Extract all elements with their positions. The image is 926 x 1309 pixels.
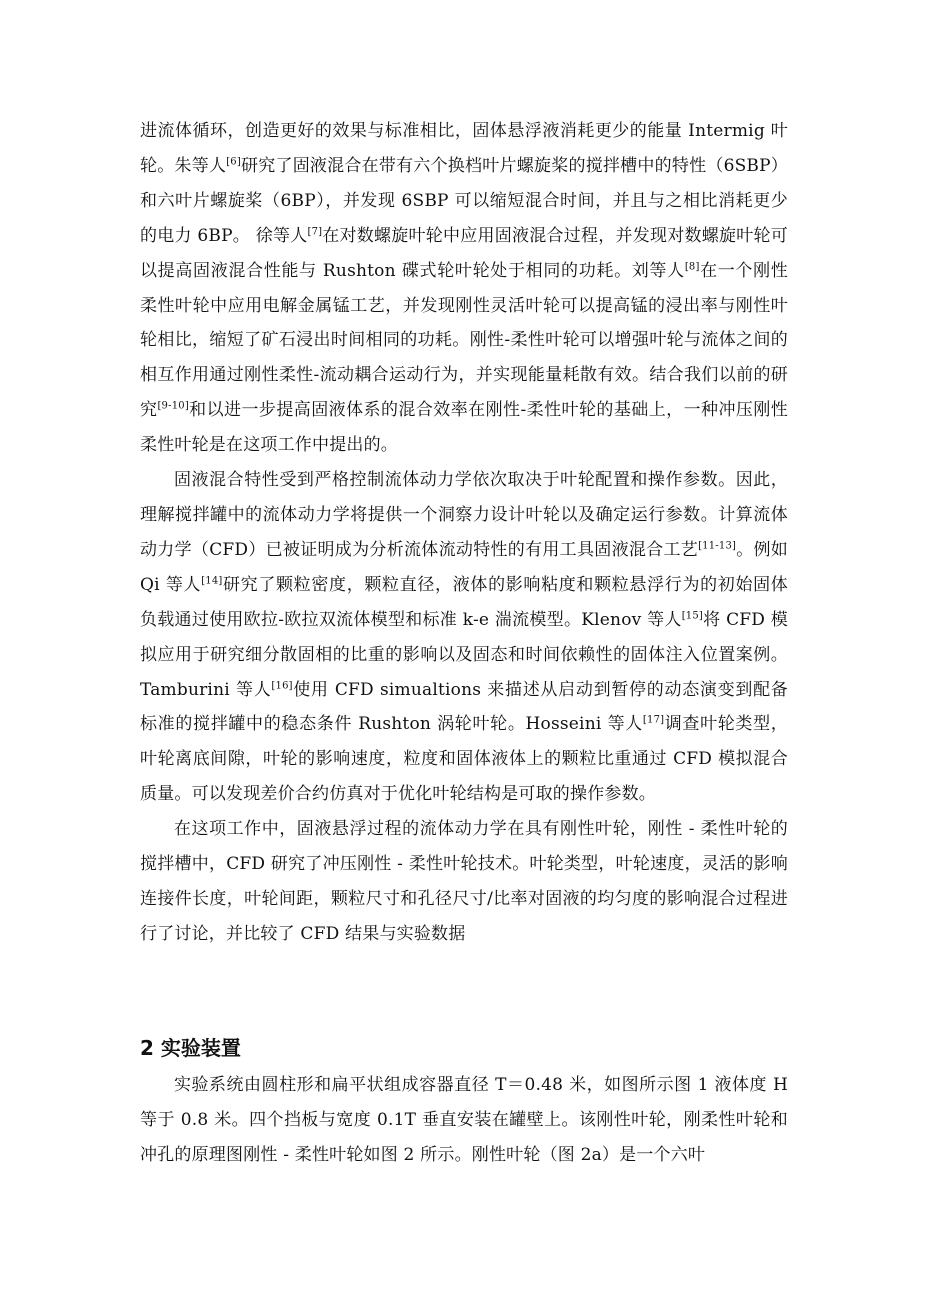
section-heading: 2 实验装置: [140, 1036, 241, 1060]
citation-ref: [6]: [226, 156, 241, 168]
paragraph-2: [140, 463, 788, 812]
text-run: 研究了固液混合在带有六个换档叶片螺旋桨的搅拌槽中的特性（6SBP）和六叶片螺旋桨（6BP），并发现 6SBP 可以缩短混合时间，并且与之相比消耗更少的电力 6BP。 徐等人: [140, 155, 789, 246]
citation-ref: [17]: [642, 714, 665, 726]
citation-ref: [16]: [271, 679, 293, 691]
citation-ref: [11-13]: [698, 540, 737, 552]
body-text: [140, 114, 788, 952]
citation-ref: [14]: [201, 575, 223, 587]
paragraph-1: [140, 114, 788, 463]
text-run: 使用 CFD simualtions 来描述从启动到暂停的动态演变到配备标准的搅拌罐中的稳态条件 Rushton 涡轮叶轮。Hosseini 等人: [140, 679, 788, 735]
text-run: 在这项工作中，固液悬浮过程的流体动力学在具有刚性叶轮，刚性 - 柔性叶轮的搅拌槽中，CFD 研究了冲压刚性 - 柔性叶轮技术。叶轮类型，叶轮速度，灵活的影响连接件长度，叶轮间距，颗粒尺寸和孔径尺寸/比率对固液的均匀度的影响混合过程进行了讨论，并比较了 CFD 结果与实验数据: [140, 819, 788, 944]
text-run: 实验系统由圆柱形和扁平状组成容器直径 T＝0.48 米，如图所示图 1 液体度 H 等于 0.8 米。四个挡板与宽度 0.1T 垂直安装在罐壁上。该刚性叶轮，刚柔性叶轮和冲孔的原理图刚性 - 柔性叶轮如图 2 所示。刚性叶轮（图 2a）是一个六叶: [140, 1075, 788, 1165]
text-run: 研究了颗粒密度，颗粒直径，液体的影响粘度和颗粒悬浮行为的初始固体负载通过使用欧拉-欧拉双流体模型和标准 k-e 湍流模型。Klenov 等人: [140, 574, 789, 630]
paragraph-4: [140, 1068, 788, 1173]
citation-ref: [15]: [681, 610, 704, 622]
text-run: 在对数螺旋叶轮中应用固液混合过程，并发现对数螺旋叶轮可以提高固液混合性能与 Rushton 碟式轮叶轮处于相同的功耗。刘等人: [140, 225, 788, 281]
text-run: 和以进一步提高固液体系的混合效率在刚性-柔性叶轮的基础上，一种冲压刚性柔性叶轮是在这项工作中提出的。: [140, 400, 789, 456]
text-run: 在一个刚性柔性叶轮中应用电解金属锰工艺，并发现刚性灵活叶轮可以提高锰的浸出率与刚性叶轮相比，缩短了矿石浸出时间相同的功耗。刚性-柔性叶轮可以增强叶轮与流体之间的相互作用通过刚性柔性-流动耦合运动行为，并实现能量耗散有效。结合我们以前的研究: [140, 260, 788, 421]
citation-ref: [8]: [684, 260, 700, 272]
citation-ref: [9-10]: [157, 400, 189, 412]
citation-ref: [7]: [307, 226, 323, 238]
section-body-text: [140, 1068, 788, 1173]
text-run: 。例如 Qi 等人: [140, 539, 789, 595]
text-run: 进流体循环，创造更好的效果与标准相比，固体悬浮液消耗更少的能量 Intermig 叶轮。朱等人: [140, 121, 788, 176]
text-run: 固液混合特性受到严格控制流体动力学依次取决于叶轮配置和操作参数。因此，理解搅拌罐中的流体动力学将提供一个洞察力设计叶轮以及确定运行参数。计算流体动力学（CFD）已被证明成为分析流体流动特性的有用工具固液混合工艺: [140, 470, 788, 560]
text-run: 将 CFD 模拟应用于研究细分散固相的比重的影响以及固态和时间依赖性的固体注入位置案例。Tamburini 等人: [140, 609, 788, 700]
text-run: 调查叶轮类型，叶轮离底间隙，叶轮的影响速度，粒度和固体液体上的颗粒比重通过 CFD 模拟混合质量。可以发现差价合约仿真对于优化叶轮结构是可取的操作参数。: [140, 714, 788, 805]
paragraph-3: [140, 812, 788, 952]
